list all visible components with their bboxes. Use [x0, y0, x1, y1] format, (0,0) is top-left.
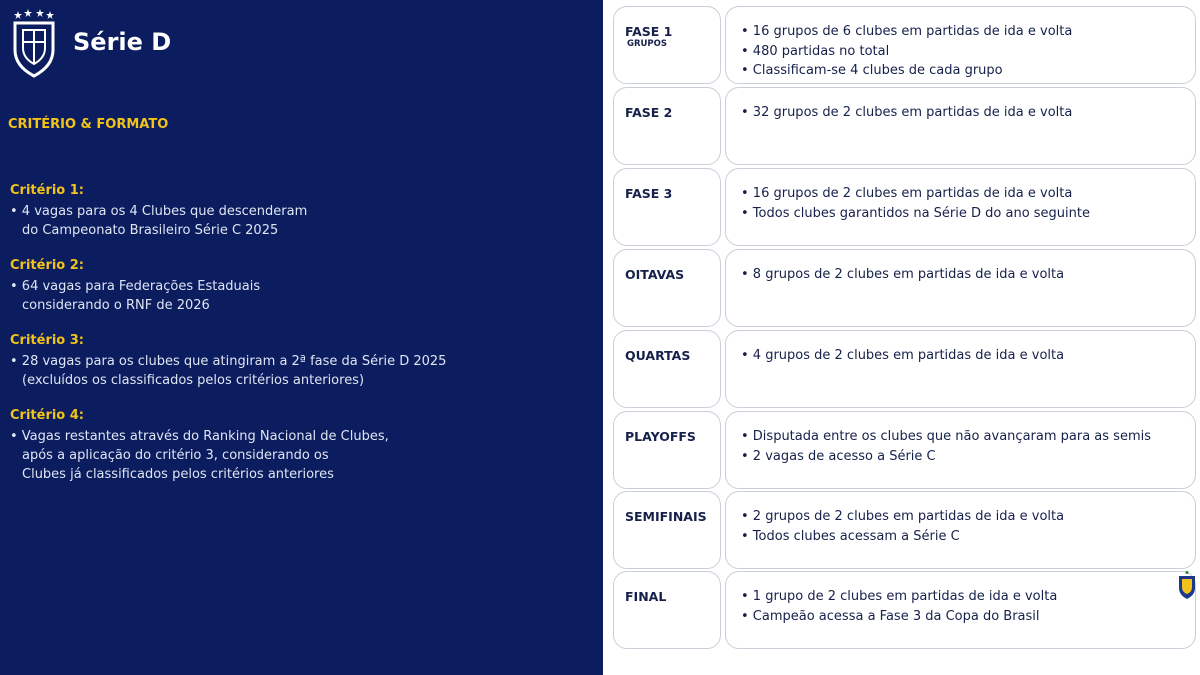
criterion-title: Critério 3:: [10, 333, 85, 348]
phase-label: QUARTAS: [625, 348, 691, 363]
cbf-crest-icon: [9, 8, 59, 78]
phase-label-box: [613, 411, 721, 489]
criterion-line: (excluídos os classificados pelos critérios anteriores): [22, 373, 365, 388]
phase-description-line: • Todos clubes garantidos na Série D do ano seguinte: [741, 205, 1090, 221]
criterion-line: após a aplicação do critério 3, considerando os: [22, 448, 329, 463]
phase-label: FASE 1: [625, 24, 673, 39]
criteria-list: [10, 183, 590, 502]
page-title: Série D: [73, 28, 172, 56]
phase-description-box: [725, 491, 1196, 569]
criterion-title: Critério 2:: [10, 258, 85, 273]
phase-description-line: • Todos clubes acessam a Série C: [741, 528, 960, 544]
phase-description-box: [725, 87, 1196, 165]
phase-row-quartas: [613, 330, 1198, 408]
phase-label-box: [613, 249, 721, 327]
phase-label-box: [613, 87, 721, 165]
phase-description-line: • 32 grupos de 2 clubes em partidas de ida e volta: [741, 105, 1073, 120]
criterion-title: Critério 4:: [10, 408, 85, 423]
phase-row-playoffs: [613, 411, 1198, 489]
phase-row-semifinais: [613, 491, 1198, 569]
phase-label-box: [613, 168, 721, 246]
phase-description-line: • Classificam-se 4 clubes de cada grupo: [741, 63, 1003, 78]
phase-row-fase-1: [613, 6, 1198, 84]
phase-description-line: • 2 grupos de 2 clubes em partidas de ida e volta: [741, 509, 1065, 524]
phase-label-box: [613, 491, 721, 569]
phase-row-oitavas: [613, 249, 1198, 327]
phase-description-line: • 4 grupos de 2 clubes em partidas de ida e volta: [741, 348, 1065, 363]
phase-label: FINAL: [625, 589, 667, 604]
phase-label: SEMIFINAIS: [625, 509, 707, 524]
criterion-line: • Vagas restantes através do Ranking Nacional de Clubes,: [10, 429, 389, 444]
phase-description-line: • 1 grupo de 2 clubes em partidas de ida e volta: [741, 589, 1058, 604]
criterion-line: Clubes já classificados pelos critérios anteriores: [22, 467, 334, 482]
phase-label-box: [613, 330, 721, 408]
criterion-3: [10, 333, 590, 390]
phase-description-box: [725, 249, 1196, 327]
criterion-title: Critério 1:: [10, 183, 85, 198]
phase-row-fase-3: [613, 168, 1198, 246]
phases-panel: [603, 0, 1200, 675]
phase-description-line: • Disputada entre os clubes que não avançaram para as semis: [741, 429, 1151, 444]
phase-label: OITAVAS: [625, 267, 685, 282]
phase-description-box: [725, 6, 1196, 84]
phase-row-final: [613, 571, 1198, 649]
phase-description-box: [725, 168, 1196, 246]
phase-label-box: [613, 571, 721, 649]
phase-label: FASE 2: [625, 105, 673, 120]
phase-sublabel: GRUPOS: [627, 39, 668, 49]
phase-description-box: [725, 571, 1196, 649]
criterion-line: do Campeonato Brasileiro Série C 2025: [22, 223, 279, 238]
phase-description-line: • 480 partidas no total: [741, 43, 890, 59]
criterion-line: considerando o RNF de 2026: [22, 298, 210, 313]
phase-description-line: • 8 grupos de 2 clubes em partidas de ida e volta: [741, 267, 1065, 282]
phase-label: PLAYOFFS: [625, 429, 696, 444]
phase-row-fase-2: [613, 87, 1198, 165]
cbf-crest-icon: [1176, 570, 1198, 600]
phase-description-line: • 16 grupos de 6 clubes em partidas de ida e volta: [741, 24, 1073, 39]
phase-label: FASE 3: [625, 186, 673, 201]
phase-description-box: [725, 330, 1196, 408]
criterion-line: • 28 vagas para os clubes que atingiram a 2ª fase da Série D 2025: [10, 354, 447, 369]
criterion-1: [10, 183, 590, 240]
phase-description-box: [725, 411, 1196, 489]
phase-description-line: • 2 vagas de acesso a Série C: [741, 448, 936, 464]
phase-description-line: • 16 grupos de 2 clubes em partidas de ida e volta: [741, 186, 1073, 201]
section-title: CRITÉRIO & FORMATO: [8, 117, 169, 132]
criterion-line: • 4 vagas para os 4 Clubes que descenderam: [10, 204, 308, 219]
phase-label-box: [613, 6, 721, 84]
criterion-4: [10, 408, 590, 484]
criterion-2: [10, 258, 590, 315]
criterion-line: • 64 vagas para Federações Estaduais: [10, 279, 261, 294]
phase-description-line: • Campeão acessa a Fase 3 da Copa do Brasil: [741, 608, 1040, 624]
